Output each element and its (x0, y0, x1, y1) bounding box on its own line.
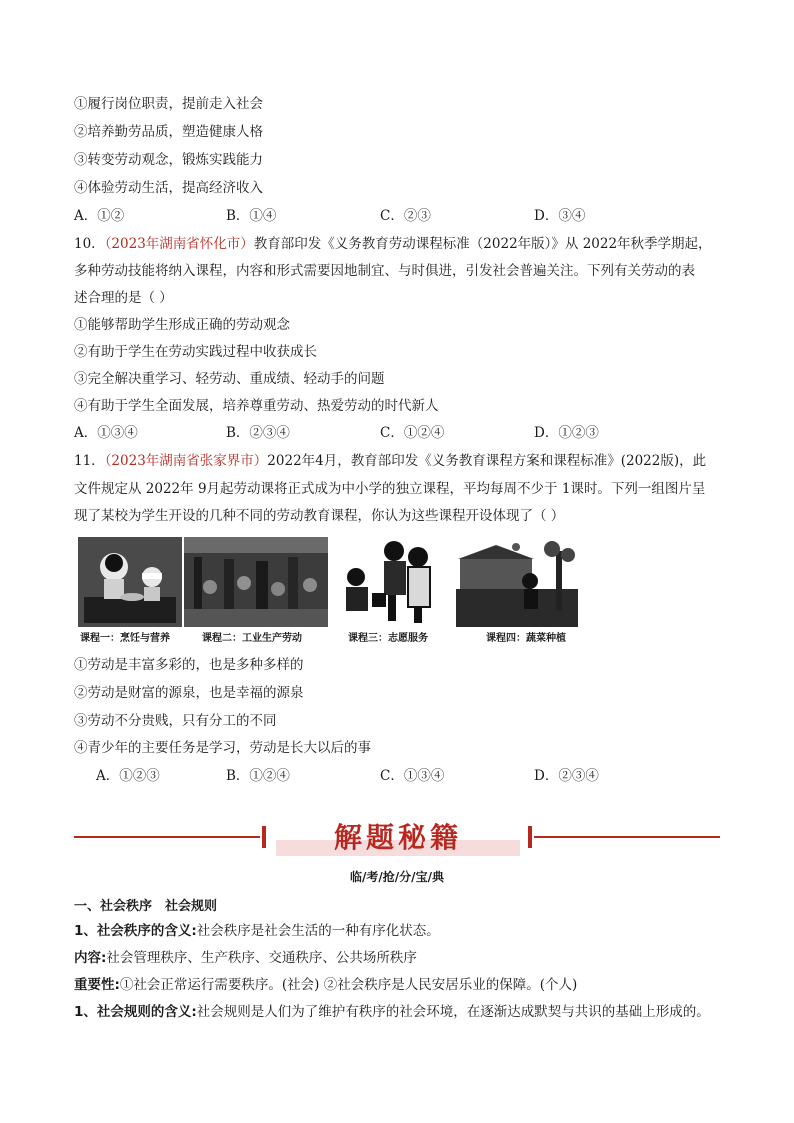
q10-choice-d[interactable]: D．①②③ (534, 425, 599, 441)
banner-tick-right (528, 826, 532, 848)
q10-number: 10． (74, 236, 105, 252)
q11-choice-a[interactable]: A．①②③ (96, 768, 160, 784)
q9-option-4: ④体验劳动生活，提高经济收入 (74, 180, 263, 196)
q11-choice-c[interactable]: C．①③④ (380, 768, 445, 784)
banner-subtitle: 临/考/抢/分/宝/典 (350, 870, 444, 884)
caption-course-4: 课程四：蔬菜种植 (486, 633, 566, 644)
banner-title: 解题秘籍 (333, 821, 462, 854)
q10-source: （2023年湖南省怀化市） (104, 236, 254, 252)
q9-option-3: ③转变劳动观念，锻炼实践能力 (74, 152, 263, 168)
tips-para-1-lead: 1、社会秩序的含义: (74, 923, 197, 939)
course-image-industry (184, 537, 328, 627)
caption-course-3: 课程三：志愿服务 (348, 633, 428, 644)
tips-para-4-lead: 1、社会规则的含义: (74, 1004, 197, 1020)
q11-choices (96, 766, 736, 786)
tips-para-2-text: 社会管理秩序、生产秩序、交通秩序、公共场所秩序 (106, 950, 417, 966)
banner-line-right (534, 836, 720, 838)
q10-stem-2: 多种劳动技能将纳入课程，内容和形式需要因地制宜、与时俱进，引发社会普遍关注。下列有关劳动的表 (74, 263, 695, 279)
tips-para-4 (74, 1002, 710, 1022)
q11-option-1: ①劳动是丰富多彩的，也是多种多样的 (74, 657, 304, 673)
q11-line-1 (74, 451, 706, 471)
tips-section-heading: 一、社会秩序 社会规则 (74, 899, 218, 914)
q10-choice-b[interactable]: B．②③④ (226, 425, 290, 441)
tips-para-3-lead: 重要性: (74, 977, 120, 993)
q10-choice-c[interactable]: C．①②④ (380, 425, 445, 441)
q11-option-2: ②劳动是财富的源泉，也是幸福的源泉 (74, 685, 304, 701)
q11-stem-2: 文件规定从 2022年 9月起劳动课将正式成为中小学的独立课程，平均每周不少于 1课时。下列一组图片呈 (74, 481, 706, 497)
tips-para-3-text: ①社会正常运行需要秩序。(社会) ②社会秩序是人民安居乐业的保障。(个人) (119, 977, 578, 993)
caption-course-2: 课程二：工业生产劳动 (202, 633, 302, 644)
tips-para-2 (74, 948, 417, 968)
banner-line-left (74, 836, 260, 838)
q10-stem-1: 教育部印发《义务教育劳动课程标准（2022年版）》从 2022年秋季学期起， (253, 236, 712, 252)
tips-para-4-text: 社会规则是人们为了维护有秩序的社会环境，在逐渐达成默契与共识的基础上形成的。 (196, 1004, 710, 1020)
q11-stem-1: 2022年4月，教育部印发《义务教育课程方案和课程标准》(2022版)，此 (267, 453, 707, 469)
course-image-cooking (78, 537, 182, 627)
q11-choice-d[interactable]: D．②③④ (534, 768, 599, 784)
q11-stem-3: 现了某校为学生开设的几种不同的劳动教育课程，你认为这些课程开设体现了（ ） (74, 508, 565, 524)
q9-choice-d[interactable]: D．③④ (534, 208, 586, 224)
q10-option-4: ④有助于学生全面发展，培养尊重劳动、热爱劳动的时代新人 (74, 398, 439, 414)
course-image-volunteer (336, 537, 446, 627)
q11-choice-b[interactable]: B．①②④ (226, 768, 290, 784)
q9-choice-c[interactable]: C．②③ (380, 208, 431, 224)
course-images (78, 537, 578, 645)
q9-option-1: ①履行岗位职责，提前走入社会 (74, 96, 263, 112)
q11-option-4: ④青少年的主要任务是学习，劳动是长大以后的事 (74, 740, 371, 756)
tips-para-2-lead: 内容: (74, 950, 107, 966)
course-image-vegetable (456, 537, 578, 627)
q9-choice-b[interactable]: B．①④ (226, 208, 277, 224)
q10-option-3: ③完全解决重学习、轻劳动、重成绩、轻动手的问题 (74, 371, 385, 387)
q10-option-1: ①能够帮助学生形成正确的劳动观念 (74, 317, 290, 333)
section-banner (74, 818, 720, 858)
banner-tick-left (262, 826, 266, 848)
q9-choices (74, 206, 714, 226)
q10-choice-a[interactable]: A．①③④ (74, 425, 138, 441)
q11-option-3: ③劳动不分贵贱，只有分工的不同 (74, 713, 277, 729)
tips-para-1 (74, 921, 440, 941)
q11-source: （2023年湖南省张家界市） (104, 453, 268, 469)
q10-option-2: ②有助于学生在劳动实践过程中收获成长 (74, 344, 317, 360)
q10-line-1 (74, 234, 712, 254)
q11-number: 11． (74, 453, 105, 469)
caption-course-1: 课程一：烹饪与营养 (80, 633, 170, 644)
q10-choices (74, 423, 714, 443)
q9-option-2: ②培养勤劳品质，塑造健康人格 (74, 124, 263, 140)
tips-para-3 (74, 975, 577, 995)
q9-choice-a[interactable]: A．①② (74, 208, 125, 224)
q10-stem-3: 述合理的是（ ） (74, 290, 173, 306)
tips-para-1-text: 社会秩序是社会生活的一种有序化状态。 (196, 923, 440, 939)
